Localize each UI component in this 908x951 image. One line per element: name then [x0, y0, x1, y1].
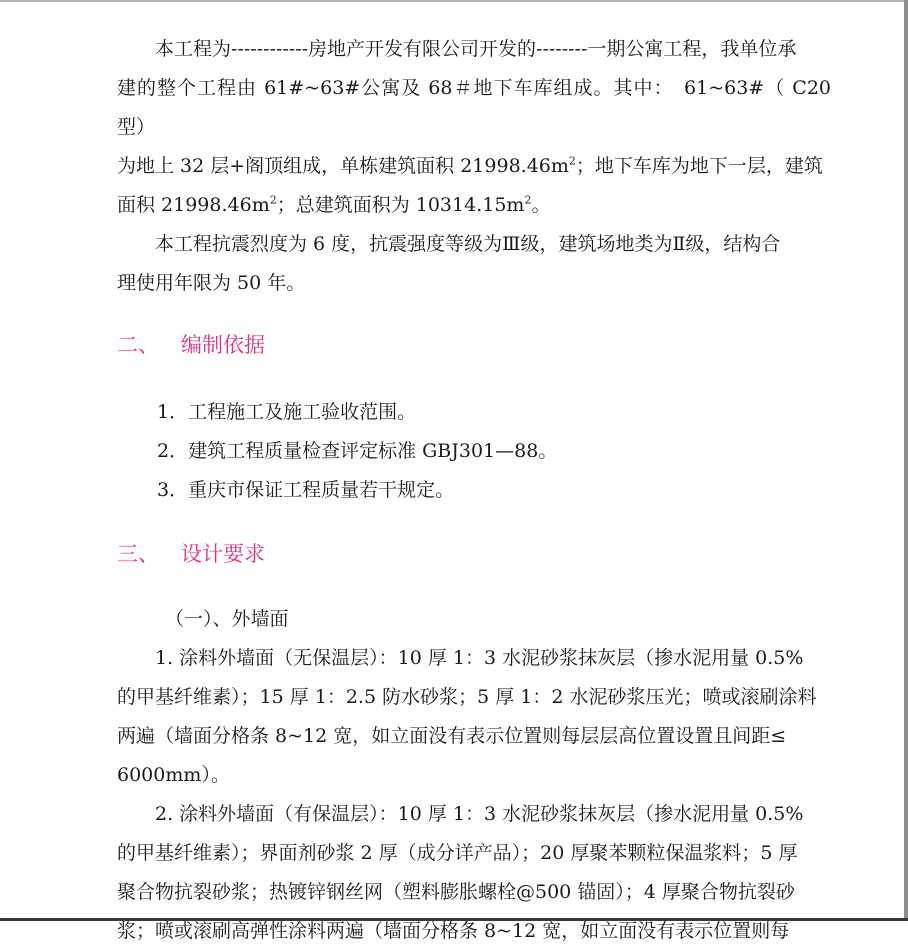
- section-3-title: 设计要求: [181, 542, 265, 566]
- superscript: 2: [568, 154, 576, 168]
- list-item: 3．重庆市保证工程质量若干规定。: [157, 479, 455, 501]
- spacer: [117, 574, 831, 600]
- section-2-heading: [117, 325, 831, 365]
- intro-line-4-text: 面积 21998.46m: [117, 194, 270, 216]
- item-1-line-4: 6000mm）。: [117, 764, 230, 786]
- spacer: [117, 365, 831, 393]
- item-1-line-3: 两遍（墙面分格条 8~12 宽，如立面没有表示位置则每层层高位置设置且间距≤: [117, 725, 787, 747]
- intro-line-3-text-end: ；地下车库为地下一层，建筑: [575, 155, 823, 177]
- item-2-line-3: 聚合物抗裂砂浆；热镀锌钢丝网（塑料膨胀螺栓@500 锚固）；4 厚聚合物抗裂砂: [117, 881, 795, 903]
- section-2-number: 二、: [117, 333, 159, 357]
- section-2-title: 编制依据: [181, 333, 265, 357]
- intro-line-4-text-end: 。: [531, 194, 551, 216]
- page-right-scrollbar-edge: [904, 0, 908, 921]
- basis-list: [117, 393, 831, 510]
- item-1-line-1: 1. 涂料外墙面（无保温层）：10 厚 1：3 水泥砂浆抹灰层（掺水泥用量 0.5%: [155, 647, 804, 669]
- intro-line-3: [117, 147, 831, 186]
- item-2-line-1: 2. 涂料外墙面（有保温层）：10 厚 1：3 水泥砂浆抹灰层（掺水泥用量 0.5%: [155, 803, 804, 825]
- document-body: [117, 30, 831, 951]
- list-item: 1．工程施工及施工验收范围。: [157, 401, 417, 423]
- intro-line-2: 建的整个工程由 61#~63#公寓及 68＃地下车库组成。其中： 61~63#（ C20 型）: [117, 77, 831, 138]
- spacer: [117, 303, 831, 325]
- item-2-line-2: 的甲基纤维素）；界面剂砂浆 2 厚（成分详产品）；20 厚聚苯颗粒保温浆料；5 厚: [117, 842, 798, 864]
- exterior-wall-item-1: [117, 639, 831, 795]
- page-top-border: [0, 0, 908, 2]
- seismic-paragraph: [117, 225, 831, 303]
- exterior-wall-subheading: （一）、外墙面: [165, 608, 289, 630]
- exterior-wall-item-2: [117, 795, 831, 951]
- seismic-line-2: 理使用年限为 50 年。: [117, 272, 306, 294]
- intro-line-1: 本工程为------------房地产开发有限公司开发的--------一期公寓工程，我单位承: [155, 38, 797, 60]
- spacer: [117, 510, 831, 534]
- item-1-line-2: 的甲基纤维素）；15 厚 1：2.5 防水砂浆；5 厚 1：2 水泥砂浆压光；喷或滚刷涂料: [117, 686, 817, 708]
- seismic-line-1: 本工程抗震烈度为 6 度，抗震强度等级为Ⅲ级，建筑场地类为Ⅱ级，结构合: [155, 233, 781, 255]
- intro-line-4-text-mid: ；总建筑面积为 10314.15m: [276, 194, 525, 216]
- section-3-number: 三、: [117, 542, 159, 566]
- intro-paragraph: [117, 30, 831, 225]
- item-2-line-4: 浆；喷或滚刷高弹性涂料两遍（墙面分格条 8~12 宽，如立面没有表示位置则每: [117, 920, 790, 942]
- intro-line-4: [117, 186, 831, 225]
- intro-line-3-text: 为地上 32 层+阁顶组成，单栋建筑面积 21998.46m: [117, 155, 569, 177]
- superscript: 2: [269, 193, 277, 207]
- superscript: 2: [524, 193, 532, 207]
- list-item: 2．建筑工程质量检查评定标准 GBJ301—88。: [157, 440, 558, 462]
- section-3-heading: [117, 534, 831, 574]
